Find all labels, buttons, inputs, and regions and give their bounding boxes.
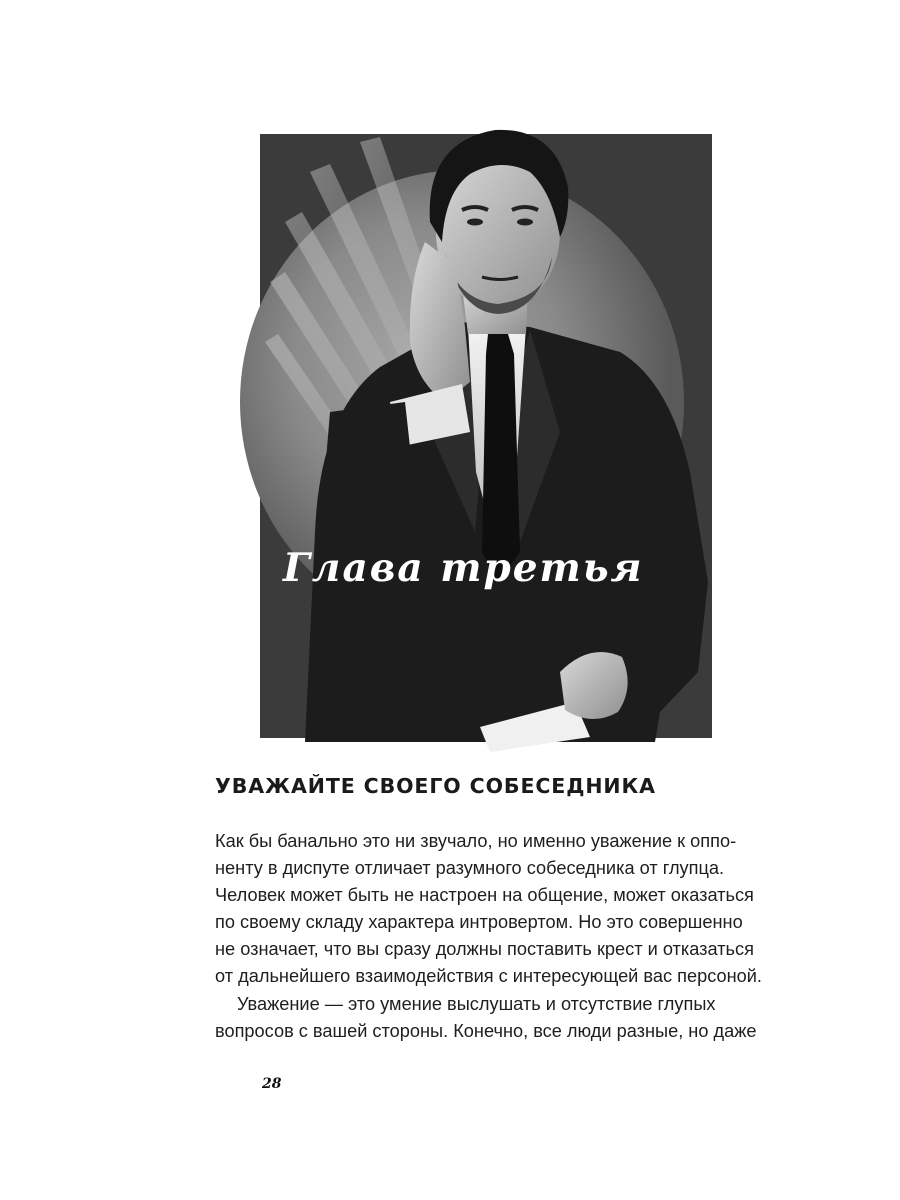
text-line: Как бы банально это ни звучало, но именно уважение к оппо- xyxy=(215,831,737,851)
text-line: не означает, что вы сразу должны поставить крест и отказаться xyxy=(215,939,754,960)
text-line: вопросов с вашей стороны. Конечно, все люди разные, но даже xyxy=(215,1020,757,1041)
chapter-illustration xyxy=(230,112,730,752)
text-line: Уважение — это умение выслушать и отсутствие глупых xyxy=(237,993,716,1014)
text-line: по своему складу характера интровертом. Но это совершенно xyxy=(215,912,743,933)
text-line: от дальнейшего взаимодействия с интересующей вас персоной. xyxy=(215,966,762,987)
text-line: ненту в диспуте отличает разумного собеседника от глупца. xyxy=(215,858,725,879)
page-number: 28 xyxy=(262,1076,282,1092)
section-heading: УВАЖАЙТЕ СВОЕГО СОБЕСЕДНИКА xyxy=(215,774,656,798)
body-paragraphs xyxy=(215,828,775,1045)
text-line: Человек может быть не настроен на общение, может оказаться xyxy=(215,885,754,906)
chapter-title: Глава третья xyxy=(283,545,644,591)
man-in-suit-portrait-illustration xyxy=(230,112,730,752)
